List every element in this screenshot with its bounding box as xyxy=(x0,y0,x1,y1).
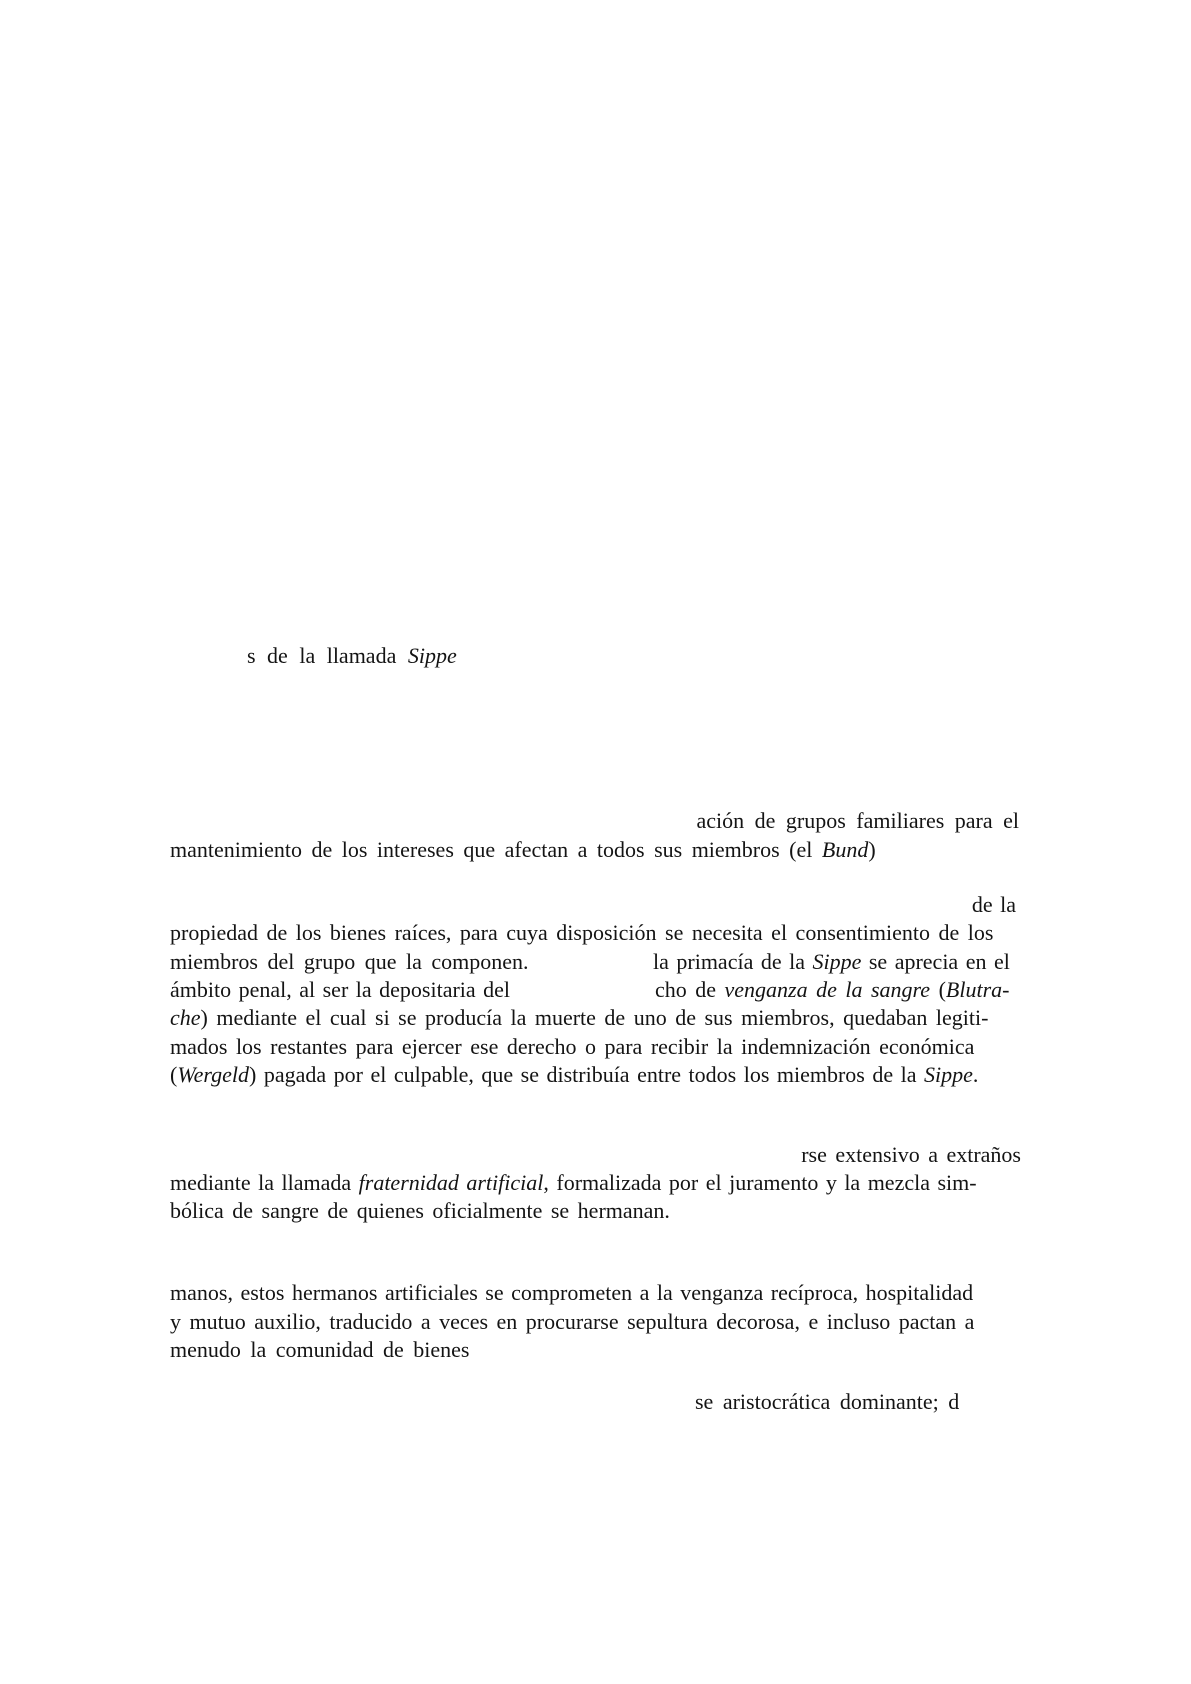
text-run: ámbito penal, al ser la depositaria del xyxy=(170,977,511,1002)
text-run: se aristocrática dominante; d xyxy=(695,1389,960,1414)
text-line xyxy=(972,891,1016,919)
text-run-italic: venganza de la sangre xyxy=(724,977,931,1002)
text-run-italic: Sippe xyxy=(812,949,862,974)
text-run: propiedad de los bienes raíces, para cuya disposición se necesita el consentimiento de los xyxy=(170,920,994,945)
text-run: ( xyxy=(930,977,946,1002)
text-run: s de la llamada xyxy=(247,643,408,668)
text-run: ( xyxy=(170,1062,178,1087)
text-line xyxy=(170,1169,977,1197)
text-line xyxy=(170,1197,670,1225)
text-line xyxy=(170,1336,469,1364)
text-run: bólica de sangre de quienes oficialmente se hermanan. xyxy=(170,1198,670,1223)
text-line xyxy=(801,1141,1021,1169)
text-run: ) xyxy=(868,837,876,862)
text-run: mados los restantes para ejercer ese derecho o para recibir la indemnización económica xyxy=(170,1034,975,1059)
text-run-italic: Sippe xyxy=(407,643,457,668)
text-line xyxy=(170,948,528,976)
text-run: y mutuo auxilio, traducido a veces en procurarse sepultura decorosa, e incluso pactan a xyxy=(170,1309,975,1334)
text-line xyxy=(170,1279,973,1307)
text-run: se aprecia en el xyxy=(861,949,1010,974)
text-line xyxy=(653,948,1010,976)
text-run: , formalizada por el juramento y la mezcla sim- xyxy=(543,1170,977,1195)
text-run: ) pagada por el culpable, que se distribuía entre todos los miembros de la xyxy=(249,1062,925,1087)
text-line xyxy=(170,919,993,947)
text-line xyxy=(695,1388,959,1416)
text-run: menudo la comunidad de bienes xyxy=(170,1337,470,1362)
text-run: de la xyxy=(971,892,1016,917)
text-run: ) mediante el cual si se producía la muerte de uno de sus miembros, quedaban legiti- xyxy=(200,1005,989,1030)
text-line xyxy=(170,1061,978,1089)
text-run: ación de grupos familiares para el xyxy=(696,808,1019,833)
text-run: mantenimiento de los intereses que afectan a todos sus miembros (el xyxy=(170,837,822,862)
text-run: la primacía de la xyxy=(653,949,813,974)
text-line xyxy=(170,1033,974,1061)
text-line xyxy=(655,976,1009,1004)
text-run-italic: che xyxy=(170,1005,201,1030)
text-run-italic: Blutra- xyxy=(945,977,1010,1002)
text-run-italic: Bund xyxy=(821,837,869,862)
text-run: manos, estos hermanos artificiales se comprometen a la venganza recíproca, hospitalidad xyxy=(170,1280,974,1305)
text-run-italic: Sippe xyxy=(924,1062,973,1087)
text-line xyxy=(247,642,457,670)
text-run: rse extensivo a extraños xyxy=(801,1142,1021,1167)
text-run: miembros del grupo que la componen. xyxy=(170,949,529,974)
text-run: mediante la llamada xyxy=(170,1170,359,1195)
text-run-italic: Wergeld xyxy=(177,1062,250,1087)
text-line xyxy=(170,1004,988,1032)
text-run-italic: fraternidad artificial xyxy=(358,1170,544,1195)
text-line xyxy=(170,836,876,864)
text-line xyxy=(697,807,1019,835)
text-run: cho de xyxy=(655,977,725,1002)
text-run: . xyxy=(972,1062,979,1087)
text-line xyxy=(170,976,510,1004)
text-line xyxy=(170,1308,974,1336)
